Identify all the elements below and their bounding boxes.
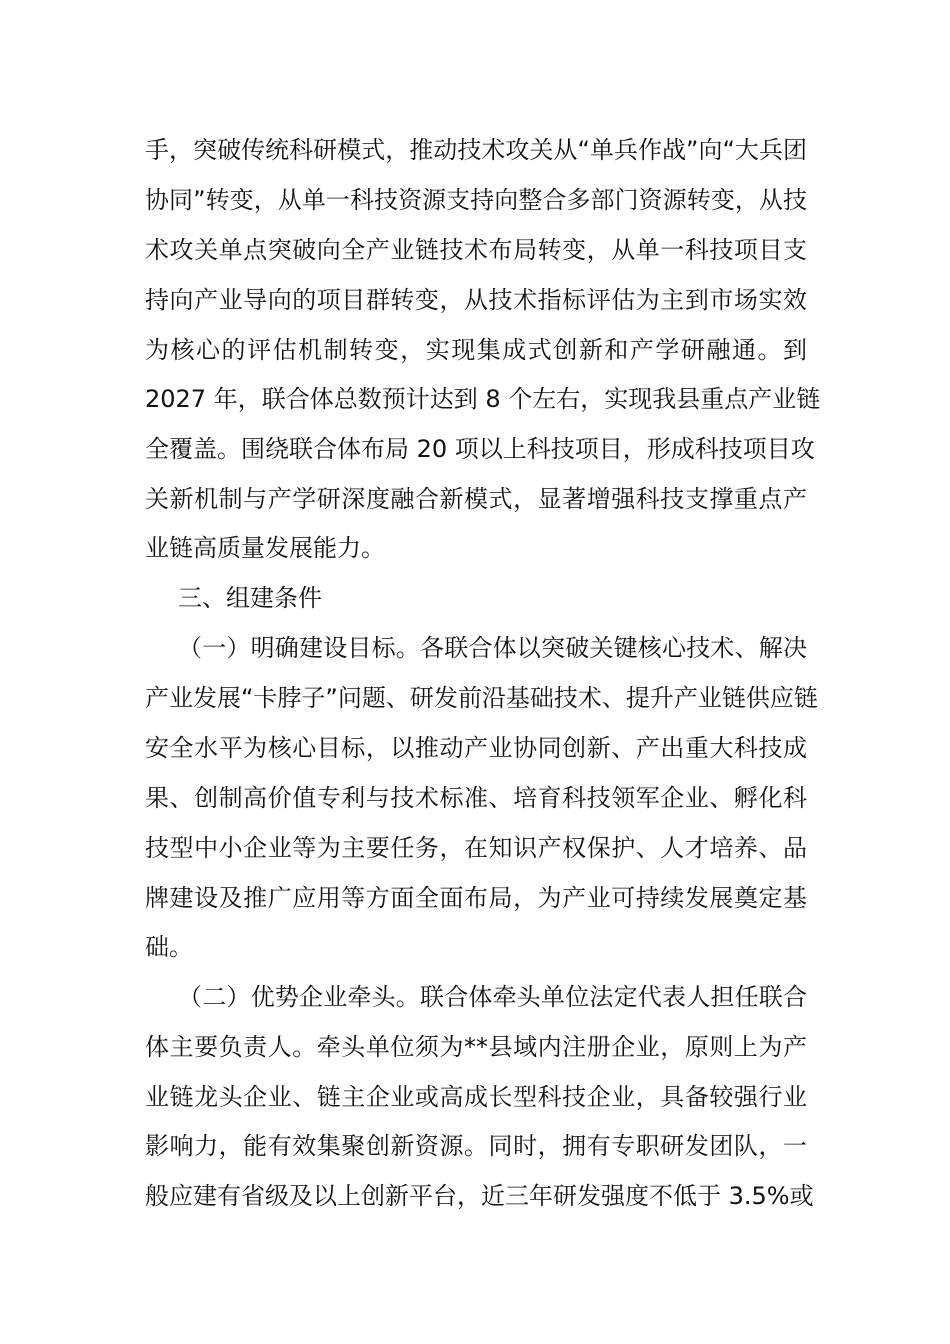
paragraph-line: 技型中小企业等为主要任务，在知识产权保护、人才培养、品	[145, 834, 807, 862]
paragraph-line: 影响力，能有效集聚创新资源。同时，拥有专职研发团队，一	[145, 1132, 807, 1160]
paragraph-line: 关新机制与产学研深度融合新模式，显著增强科技支撑重点产	[145, 485, 807, 513]
paragraph-line: 2027 年，联合体总数预计达到 8 个左右，实现我县重点产业链	[145, 385, 821, 413]
paragraph-line: 产业发展“卡脖子”问题、研发前沿基础技术、提升产业链供应链	[145, 684, 818, 712]
paragraph-line: 为核心的评估机制转变，实现集成式创新和产学研融通。到	[145, 336, 807, 364]
paragraph-line: 体主要负责人。牵头单位须为**县域内注册企业，原则上为产	[145, 1033, 807, 1061]
section-heading: 三、组建条件	[178, 584, 322, 612]
paragraph-line: 牌建设及推广应用等方面全面布局，为产业可持续发展奠定基	[145, 884, 807, 912]
paragraph-line: 术攻关单点突破向全产业链技术布局转变，从单一科技项目支	[145, 236, 807, 264]
subsection-first-line: （二）优势企业牵头。联合体牵头单位法定代表人担任联合	[178, 983, 807, 1011]
paragraph-line: 协同”转变，从单一科技资源支持向整合多部门资源转变，从技	[145, 186, 807, 214]
subsection-first-line: （一）明确建设目标。各联合体以突破关键核心技术、解决	[178, 634, 807, 662]
paragraph-line: 手，突破传统科研模式，推动技术攻关从“单兵作战”向“大兵团	[145, 136, 807, 164]
paragraph-line: 果、创制高价值专利与技术标准、培育科技领军企业、孵化科	[145, 784, 807, 812]
paragraph-line-last: 业链高质量发展能力。	[145, 534, 385, 562]
paragraph-line: 安全水平为核心目标，以推动产业协同创新、产出重大科技成	[145, 734, 807, 762]
paragraph-line: 全覆盖。围绕联合体布局 20 项以上科技项目，形成科技项目攻	[145, 435, 815, 463]
paragraph-line-last: 础。	[145, 933, 193, 961]
paragraph-line: 般应建有省级及以上创新平台，近三年研发强度不低于 3.5%或	[145, 1182, 814, 1210]
paragraph-line: 业链龙头企业、链主企业或高成长型科技企业，具备较强行业	[145, 1083, 807, 1111]
paragraph-line: 持向产业导向的项目群转变，从技术指标评估为主到市场实效	[145, 286, 807, 314]
